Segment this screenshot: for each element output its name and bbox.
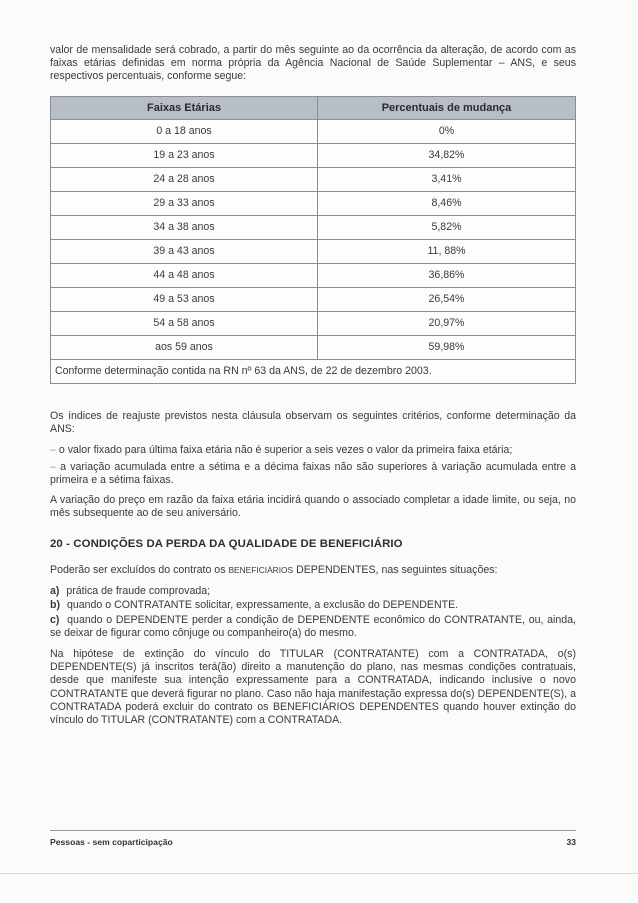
- percent-cell: 34,82%: [318, 143, 576, 167]
- criteria-item: [50, 461, 576, 487]
- age-brackets-table: [50, 96, 576, 384]
- dash-marker: –: [50, 461, 56, 474]
- section-paragraph: Na hipótese de extinção do vínculo do TITULAR (CONTRATANTE) com a CONTRATADA, o(s) DEPENDENTE(S) já inscritos terá(ão) direito a manutenção do plano, nas mesmas condições contratuais, desde que manifeste sua intenção expressamente para a CONTRATADA, indicando inclusive o novo CONTRATANTE que deverá figurar no plano. Caso não haja manifestação expressa do(s) DEPENDENTE(S), a CONTRATADA poderá excluir do contrato os BENEFICIÁRIOS DEPENDENTES quando houver extinção do vínculo do TITULAR (CONTRATANTE) com a CONTRATADA.: [50, 648, 576, 727]
- table-row: [51, 311, 576, 335]
- document-page: [50, 44, 576, 735]
- percent-cell: 5,82%: [318, 215, 576, 239]
- age-bracket-cell: 29 a 33 anos: [51, 191, 318, 215]
- table-row: [51, 263, 576, 287]
- criteria-intro: Os índices de reajuste previstos nesta cláusula observam os seguintes critérios, conforme determinação da ANS:: [50, 409, 576, 435]
- criteria-item: [50, 444, 576, 457]
- table-note-row: [51, 359, 576, 383]
- criteria-item-text: a variação acumulada entre a sétima e a décima faixas não são superiores à variação acumulada entre a primeira e a sétima faixas.: [50, 461, 576, 487]
- section-intro-b: DEPENDENTES, nas seguintes situações:: [296, 564, 498, 577]
- section-intro-a: Poderão ser excluídos do contrato os: [50, 564, 226, 577]
- percent-cell: 0%: [318, 119, 576, 143]
- table-header-row: [51, 96, 576, 119]
- list-item: [50, 585, 576, 598]
- list-item: [50, 599, 576, 612]
- age-bracket-cell: 49 a 53 anos: [51, 287, 318, 311]
- age-bracket-cell: 0 a 18 anos: [51, 119, 318, 143]
- intro-paragraph: valor de mensalidade será cobrado, a partir do mês seguinte ao da ocorrência da alteração, de acordo com as faixas etárias definidas em norma própria da Agência Nacional de Saúde Suplementar – ANS, e seus respectivos percentuais, conforme segue:: [50, 44, 576, 83]
- percent-cell: 8,46%: [318, 191, 576, 215]
- percent-cell: 26,54%: [318, 287, 576, 311]
- dash-marker: –: [50, 444, 56, 457]
- section-intro: [50, 564, 576, 577]
- age-bracket-cell: aos 59 anos: [51, 335, 318, 359]
- list-item-label: c): [50, 613, 60, 626]
- table-row: [51, 335, 576, 359]
- criteria-closing: A variação do preço em razão da faixa etária incidirá quando o associado completar a idade limite, ou seja, no mês subsequente ao de seu aniversário.: [50, 493, 576, 519]
- table-row: [51, 287, 576, 311]
- percent-cell: 20,97%: [318, 311, 576, 335]
- section-heading: 20 - CONDIÇÕES DA PERDA DA QUALIDADE DE BENEFICIÁRIO: [50, 538, 403, 551]
- header-age-bracket: Faixas Etárias: [51, 96, 318, 119]
- table-row: [51, 191, 576, 215]
- age-bracket-cell: 34 a 38 anos: [51, 215, 318, 239]
- list-item-text: quando o CONTRATANTE solicitar, expressamente, a exclusão do DEPENDENTE.: [66, 599, 459, 612]
- age-bracket-cell: 19 a 23 anos: [51, 143, 318, 167]
- table-row: [51, 119, 576, 143]
- age-bracket-cell: 24 a 28 anos: [51, 167, 318, 191]
- list-item-text: quando o DEPENDENTE perder a condição de DEPENDENTE econômico do CONTRATANTE, ou, ainda, se deixar de figurar como cônjuge ou companheiro(a) do mesmo.: [50, 613, 577, 639]
- list-item-label: b): [50, 599, 60, 612]
- page-footer: [50, 830, 576, 847]
- criteria-item-text: o valor fixado para última faixa etária não é superior a seis vezes o valor da primeira faixa etária;: [58, 444, 513, 457]
- section-intro-smallcaps: BENEFICIÁRIOS: [228, 565, 294, 576]
- page-edge-line: [0, 873, 638, 874]
- age-bracket-cell: 54 a 58 anos: [51, 311, 318, 335]
- percent-cell: 3,41%: [318, 167, 576, 191]
- header-percent-change: Percentuais de mudança: [318, 96, 576, 119]
- table-row: [51, 167, 576, 191]
- list-item-label: a): [50, 585, 60, 598]
- footer-title: Pessoas - sem coparticipação: [50, 837, 173, 847]
- percent-cell: 59,98%: [318, 335, 576, 359]
- table-note: Conforme determinação contida na RN nº 63 da ANS, de 22 de dezembro 2003.: [51, 359, 576, 383]
- page-number: 33: [566, 837, 576, 847]
- percent-cell: 11, 88%: [318, 239, 576, 263]
- age-bracket-cell: 39 a 43 anos: [51, 239, 318, 263]
- list-item-text: prática de fraude comprovada;: [66, 585, 211, 598]
- list-item: [50, 614, 576, 640]
- table-row: [51, 239, 576, 263]
- table-row: [51, 215, 576, 239]
- table-row: [51, 143, 576, 167]
- age-bracket-cell: 44 a 48 anos: [51, 263, 318, 287]
- percent-cell: 36,86%: [318, 263, 576, 287]
